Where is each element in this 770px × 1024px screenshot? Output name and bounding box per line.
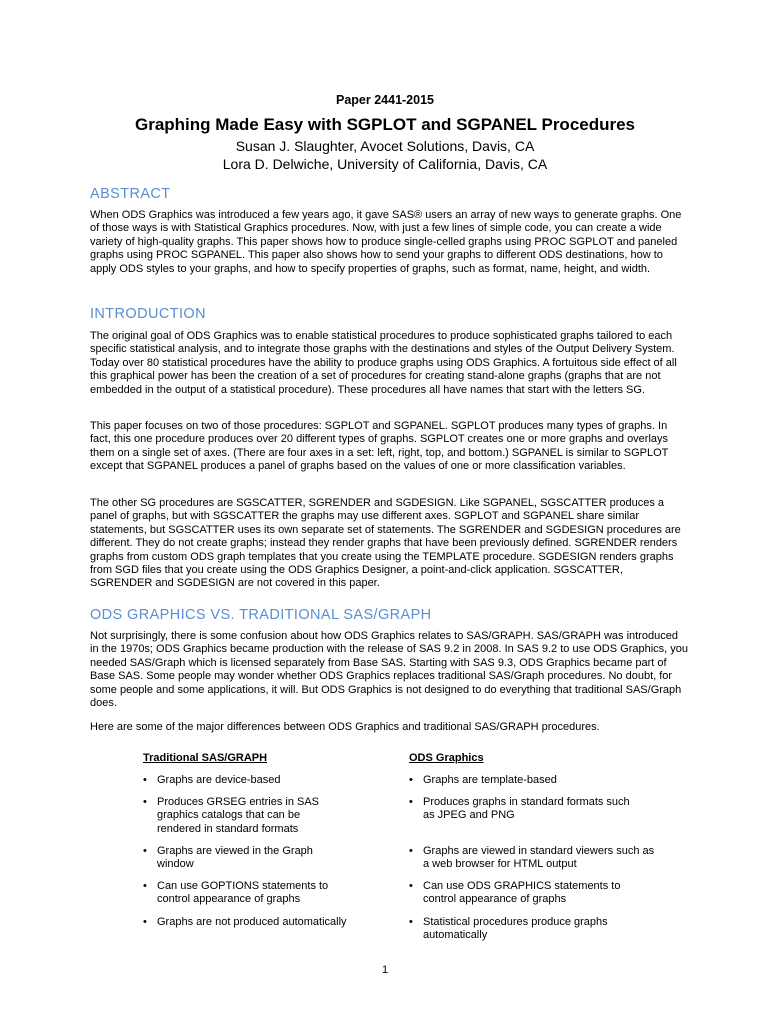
list-item <box>409 796 633 823</box>
list-item <box>143 774 367 787</box>
traditional-item-text: Graphs are viewed in the Graph window <box>157 845 313 871</box>
list-item <box>143 880 357 907</box>
ods-item-text: Graphs are template-based <box>423 774 557 786</box>
list-item <box>409 916 658 943</box>
ods-item-text: Graphs are viewed in standard viewers such as a web browser for HTML output <box>423 845 655 871</box>
ods-item-text: Produces graphs in standard formats such as JPEG and PNG <box>423 796 630 822</box>
bullet-icon: • <box>409 916 413 928</box>
list-item <box>409 774 633 787</box>
traditional-column-header: Traditional SAS/GRAPH <box>143 752 268 764</box>
bullet-icon: • <box>143 845 147 857</box>
paper-number: Paper 2441-2015 <box>336 93 434 107</box>
ods-vs-traditional-paragraph-2: Here are some of the major differences between ODS Graphics and traditional SAS/GRAPH procedures. <box>90 721 600 733</box>
introduction-paragraph-1: The original goal of ODS Graphics was to enable statistical procedures to produce sophisticated graphs tailored to each specific statistical analysis, and to integrate those graphs with the destinations and styles of the Output Delivery System. Today over 80 statistical procedures have the ability to produce graphs using ODS Graphics. A fortuitous side effect of all this graphical power has been the creation of a set of procedures for creating stand-alone graphs (graphs that are not embedded in the output of a statistical procedure). These procedures all have names that start with the letters SG. <box>90 330 677 396</box>
traditional-item-text: Graphs are not produced automatically <box>157 916 347 928</box>
bullet-icon: • <box>143 774 147 786</box>
traditional-item-text: Graphs are device-based <box>157 774 281 786</box>
bullet-icon: • <box>409 796 413 808</box>
traditional-item-text: Produces GRSEG entries in SAS graphics catalogs that can be rendered in standard formats <box>157 796 320 835</box>
page-number: 1 <box>381 964 389 976</box>
abstract-paragraph: When ODS Graphics was introduced a few years ago, it gave SAS® users an array of new ways to generate graphs. One of those ways is with Statistical Graphics procedures. Now, with just a few lines of simple code, you can create a wide variety of high-quality graphs. This paper shows how to produce single-celled graphs using PROC SGPLOT and paneled graphs using PROC SGPANEL. This paper also shows how to send your graphs to different ODS destinations, how to apply ODS styles to your graphs, and how to specify properties of graphs, such as format, name, height, and width. <box>90 209 682 275</box>
paper-title: Graphing Made Easy with SGPLOT and SGPANEL Procedures <box>134 115 636 134</box>
bullet-icon: • <box>409 845 413 857</box>
list-item <box>143 916 382 929</box>
bullet-icon: • <box>409 774 413 786</box>
bullet-icon: • <box>143 880 147 892</box>
author-line-1: Susan J. Slaughter, Avocet Solutions, Davis, CA <box>235 138 535 154</box>
introduction-paragraph-3: The other SG procedures are SGSCATTER, SGRENDER and SGDESIGN. Like SGPANEL, SGSCATTER produces a panel of graphs, but with SGSCATTER the graphs may use different axes. SGPLOT and SGPANEL share similar statements, but SGSCATTER uses its own separate set of statements. The SGRENDER and SGDESIGN procedures are different. They do not create graphs; instead they render graphs that have been previously defined. SGRENDER renders graphs from custom ODS graph templates that you create using the TEMPLATE procedure. SGDESIGN renders graphs from SGD files that you create using the ODS Graphics Designer, a point-and-click application. SGSCATTER, SGRENDER and SGDESIGN are not covered in this paper. <box>90 497 681 590</box>
author-line-2: Lora D. Delwiche, University of California, Davis, CA <box>222 156 548 172</box>
introduction-heading: INTRODUCTION <box>90 306 206 322</box>
introduction-paragraph-2: This paper focuses on two of those procedures: SGPLOT and SGPANEL. SGPLOT produces many types of graphs. In fact, this one procedure produces over 20 different types of graphs. SGPLOT creates one or more graphs and overlays them on a single set of axes. (There are four axes in a set: left, right, top, and bottom.) SGPANEL is similar to SGPLOT except that SGPANEL produces a panel of graphs based on the values of one or more classification variables. <box>90 420 669 473</box>
bullet-icon: • <box>143 796 147 808</box>
list-item <box>409 880 648 907</box>
traditional-item-text: Can use GOPTIONS statements to control appearance of graphs <box>157 880 329 906</box>
ods-item-text: Statistical procedures produce graphs automatically <box>423 916 608 942</box>
ods-column-header: ODS Graphics <box>409 752 484 764</box>
list-item <box>143 845 347 872</box>
bullet-icon: • <box>143 916 147 928</box>
list-item <box>409 845 655 872</box>
abstract-heading: ABSTRACT <box>90 186 171 202</box>
list-item <box>143 796 347 836</box>
ods-item-text: Can use ODS GRAPHICS statements to control appearance of graphs <box>423 880 621 906</box>
ods-vs-traditional-paragraph-1: Not surprisingly, there is some confusion about how ODS Graphics relates to SAS/GRAPH. SAS/GRAPH was introduced in the 1970s; ODS Graphics became production with the release of SAS 9.2 in 2008. In SAS 9.2 to use ODS Graphics, you needed SAS/Graph which is licensed separately from Base SAS. Starting with SAS 9.3, ODS Graphics became part of Base SAS. Some people may wonder whether ODS Graphics replaces traditional SAS/Graph procedures. No doubt, for some people and some applications, it will. But ODS Graphics is not designed to do everything that traditional SAS/Graph does. <box>90 630 688 710</box>
ods-vs-traditional-heading: ODS GRAPHICS VS. TRADITIONAL SAS/GRAPH <box>90 607 432 623</box>
bullet-icon: • <box>409 880 413 892</box>
